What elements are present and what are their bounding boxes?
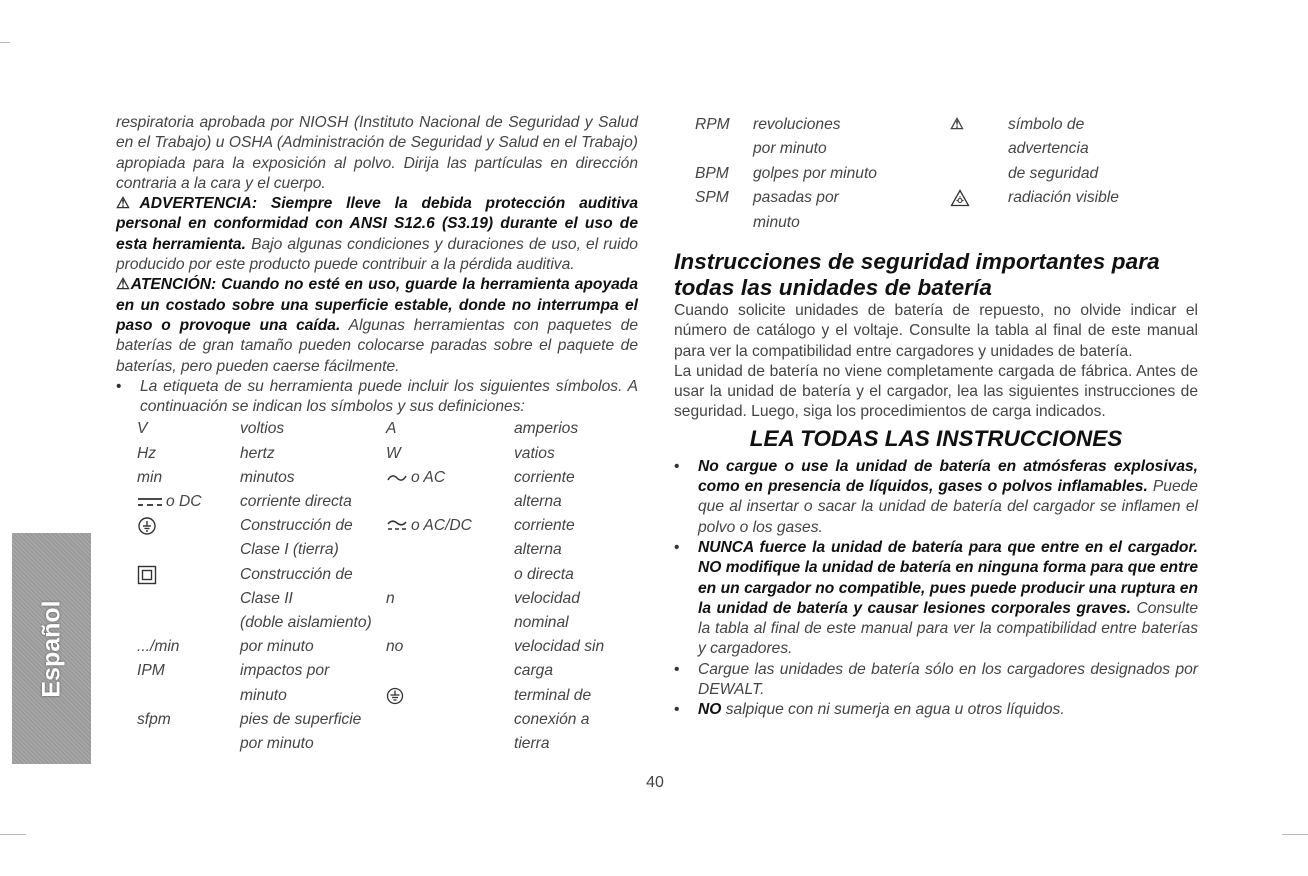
symbol-definition: radiación visible — [1008, 189, 1119, 207]
symbol: n — [386, 589, 395, 607]
symbol-row — [695, 162, 1198, 186]
symbol: Hz — [137, 444, 157, 462]
symbol: W — [386, 444, 401, 462]
bullet-text: Consulte la tabla al final de este manual para ver la compatibilidad entre baterías y cargadores. — [698, 599, 1198, 658]
symbol-definition: (doble aislamiento) — [240, 613, 372, 631]
storage-caution-text: Algunas herramientas con paquetes de baterías de gran tamaño pueden colocarse paradas sobre el paquete de baterías, pero pueden caerse fácilmente. — [116, 316, 638, 375]
symbol-definition: Construcción de — [240, 517, 353, 535]
language-side-tab — [12, 533, 91, 764]
symbol-row — [137, 611, 638, 635]
symbol: o AC/DC — [411, 517, 472, 535]
symbol-definition: Clase II — [240, 589, 293, 607]
symbol-row — [137, 732, 638, 756]
battery-bullet — [674, 457, 1198, 538]
symbol: min — [137, 468, 163, 486]
symbol-definition: minuto — [240, 686, 287, 704]
symbol-row — [695, 186, 1198, 210]
symbol-definition: corriente — [514, 517, 575, 535]
symbol-row — [137, 538, 638, 562]
symbol-row — [137, 587, 638, 611]
symbol — [695, 137, 753, 161]
symbol-row — [695, 137, 1198, 161]
symbol-definition: hertz — [240, 444, 275, 462]
warning-icon: ⚠ — [116, 195, 140, 213]
symbol-definition: alterna — [514, 493, 562, 511]
symbol-definition: carga — [514, 662, 554, 680]
visible-radiation-icon — [950, 189, 970, 207]
symbol-definition: por minuto — [240, 638, 314, 656]
symbol-definition: advertencia — [1008, 140, 1089, 158]
symbol-row — [137, 490, 638, 514]
respirator-paragraph: respiratoria aprobada por NIOSH (Instituto Nacional de Seguridad y Salud en el Trabajo) u OSHA (Administración de Seguridad y Salud en el Trabajo) apropiada para la exposición al polvo. Dirija las partículas en dirección contraria a la cara y el cuerpo. — [116, 114, 638, 192]
page-number: 40 — [646, 774, 664, 791]
symbol-definition: Clase I (tierra) — [240, 541, 339, 559]
symbol-definition: nominal — [514, 613, 569, 631]
symbol: A — [386, 420, 397, 438]
symbol-definition: pies de superficie — [240, 710, 362, 728]
bullet-dot: • — [674, 660, 680, 678]
section-heading: Instrucciones de seguridad importantes para todas las unidades de batería — [674, 248, 1160, 300]
symbol-definition — [1008, 211, 1158, 235]
battery-bullet — [674, 538, 1198, 660]
symbol-definition: conexión a — [514, 710, 590, 728]
symbol-row — [137, 417, 638, 441]
symbol-definition: revoluciones — [753, 116, 841, 133]
symbol-definition: por minuto — [240, 734, 314, 752]
symbol-definition: amperios — [514, 420, 579, 438]
symbol: no — [386, 638, 404, 656]
bullet-bold: No cargue o use la unidad de batería en atmósferas explosivas, como en presencia de líquidos, gases o polvos inflamables. — [698, 457, 1198, 496]
left-column — [116, 113, 638, 756]
bullet-dot: • — [674, 538, 680, 556]
dc-current-icon — [137, 496, 163, 508]
symbol: sfpm — [137, 710, 171, 728]
symbol-definition: por minuto — [753, 140, 827, 158]
symbol: V — [137, 420, 148, 438]
right-column — [674, 113, 1198, 721]
symbol: BPM — [695, 164, 729, 182]
replacement-paragraph: Cuando solicite unidades de batería de repuesto, no olvide indicar el número de catálogo y el voltaje. Consulte la tabla al final de este manual para ver la compatibilidad entre cargadores y unidades de batería. — [674, 301, 1198, 360]
symbol-definition: minutos — [240, 468, 295, 486]
symbol-row — [137, 466, 638, 490]
earthing-terminal-icon — [386, 687, 404, 705]
symbol-row — [137, 684, 638, 708]
symbols-bullet — [116, 377, 638, 418]
bullet-bold: NO — [698, 701, 722, 719]
bullet-bold: NUNCA fuerce la unidad de batería para que entre en el cargador. NO modifique la unidad de batería en ninguna forma para que entre en un cargador no compatible, pues puede producir una ruptura en la unidad de batería y causar lesiones corporales graves. — [698, 538, 1198, 617]
bullet-text: Cargue las unidades de batería sólo en los cargadores designados por DEWALT. — [698, 660, 1198, 698]
symbol-definition: pasadas por — [753, 189, 839, 207]
hearing-warning — [116, 194, 638, 275]
symbol-definition: tierra — [514, 734, 550, 752]
symbol-definition: símbolo de — [1008, 116, 1085, 133]
symbol-definition: minuto — [753, 213, 800, 231]
symbol-definition: corriente directa — [240, 493, 352, 511]
symbol: SPM — [695, 189, 729, 207]
battery-bullet — [674, 700, 1198, 720]
symbol: .../min — [137, 638, 180, 656]
bullet-text: Puede que al insertar o sacar la unidad de batería del cargador se inflamen el polvo o los gases. — [698, 478, 1198, 536]
class-ii-double-insulation-icon — [137, 565, 157, 585]
symbol-definition: alterna — [514, 541, 562, 559]
symbol-definition: golpes por minuto — [753, 164, 877, 182]
symbols-table — [137, 417, 638, 756]
ac-current-icon — [386, 472, 408, 484]
symbol — [695, 211, 753, 235]
charging-paragraph: La unidad de batería no viene completamente cargada de fábrica. Antes de usar la unidad de batería y el cargador, lea las siguientes instrucciones de seguridad. Luego, siga los procedimientos de carga indicados. — [674, 362, 1198, 421]
symbol-row — [137, 563, 638, 587]
bullet-dot: • — [674, 457, 680, 475]
hearing-warning-bold: ADVERTENCIA: Siempre lleve la debida protección auditiva personal en conformidad con ANSI S12.6 (S3.19) durante el uso de esta herramienta. — [116, 195, 638, 253]
symbol-row — [137, 442, 638, 466]
symbol-definition: terminal de — [514, 686, 592, 704]
symbol: o DC — [166, 493, 202, 511]
storage-caution — [116, 275, 638, 376]
symbol-row — [137, 659, 638, 683]
symbols-table-continued — [695, 113, 1198, 235]
bullet-dot: • — [116, 377, 122, 395]
symbol-definition: impactos por — [240, 662, 330, 680]
symbol-definition: vatios — [514, 444, 555, 462]
class-i-ground-icon — [137, 516, 157, 536]
symbol-row — [137, 708, 638, 732]
symbol-definition: velocidad sin — [514, 638, 605, 656]
symbol-definition: de seguridad — [1008, 164, 1099, 182]
symbol-row — [137, 635, 638, 659]
symbol: RPM — [695, 116, 730, 133]
crop-mark-bottom-left — [0, 834, 26, 835]
storage-caution-bold: ATENCIÓN: Cuando no esté en uso, guarde la herramienta apoyada en un costado sobre una superficie estable, donde no interrumpa el paso o provoque una caída. — [116, 276, 638, 334]
battery-bullet — [674, 660, 1198, 701]
symbol-definition: corriente — [514, 468, 575, 486]
ac-dc-current-icon — [386, 519, 408, 533]
symbol: IPM — [137, 662, 165, 680]
symbol: o AC — [411, 468, 446, 486]
caution-icon: ⚠ — [116, 276, 131, 294]
symbol-definition: velocidad — [514, 589, 580, 607]
crop-mark-bottom-right — [1282, 834, 1308, 835]
symbol-row — [137, 514, 638, 538]
symbol-row — [695, 211, 1198, 235]
symbol-definition: voltios — [240, 420, 285, 438]
read-all-instructions-heading: LEA TODAS LAS INSTRUCCIONES — [749, 425, 1123, 451]
bullet-text: salpique con ni sumerja en agua u otros líquidos. — [721, 701, 1065, 719]
symbols-intro: La etiqueta de su herramienta puede incluir los siguientes símbolos. A continuación se indican los símbolos y sus definiciones: — [140, 377, 638, 416]
side-tab-label: Español — [37, 599, 65, 698]
crop-mark-top-left — [0, 42, 10, 43]
hearing-warning-text: Bajo algunas condiciones y duraciones de uso, el ruido producido por este producto puede contribuir a la pérdida auditiva. — [116, 235, 638, 274]
symbol-definition: Construcción de — [240, 565, 353, 583]
bullet-dot: • — [674, 701, 680, 719]
symbol-row — [695, 113, 1198, 137]
safety-alert-icon: ⚠ — [950, 116, 964, 133]
symbol-definition: o directa — [514, 565, 574, 583]
